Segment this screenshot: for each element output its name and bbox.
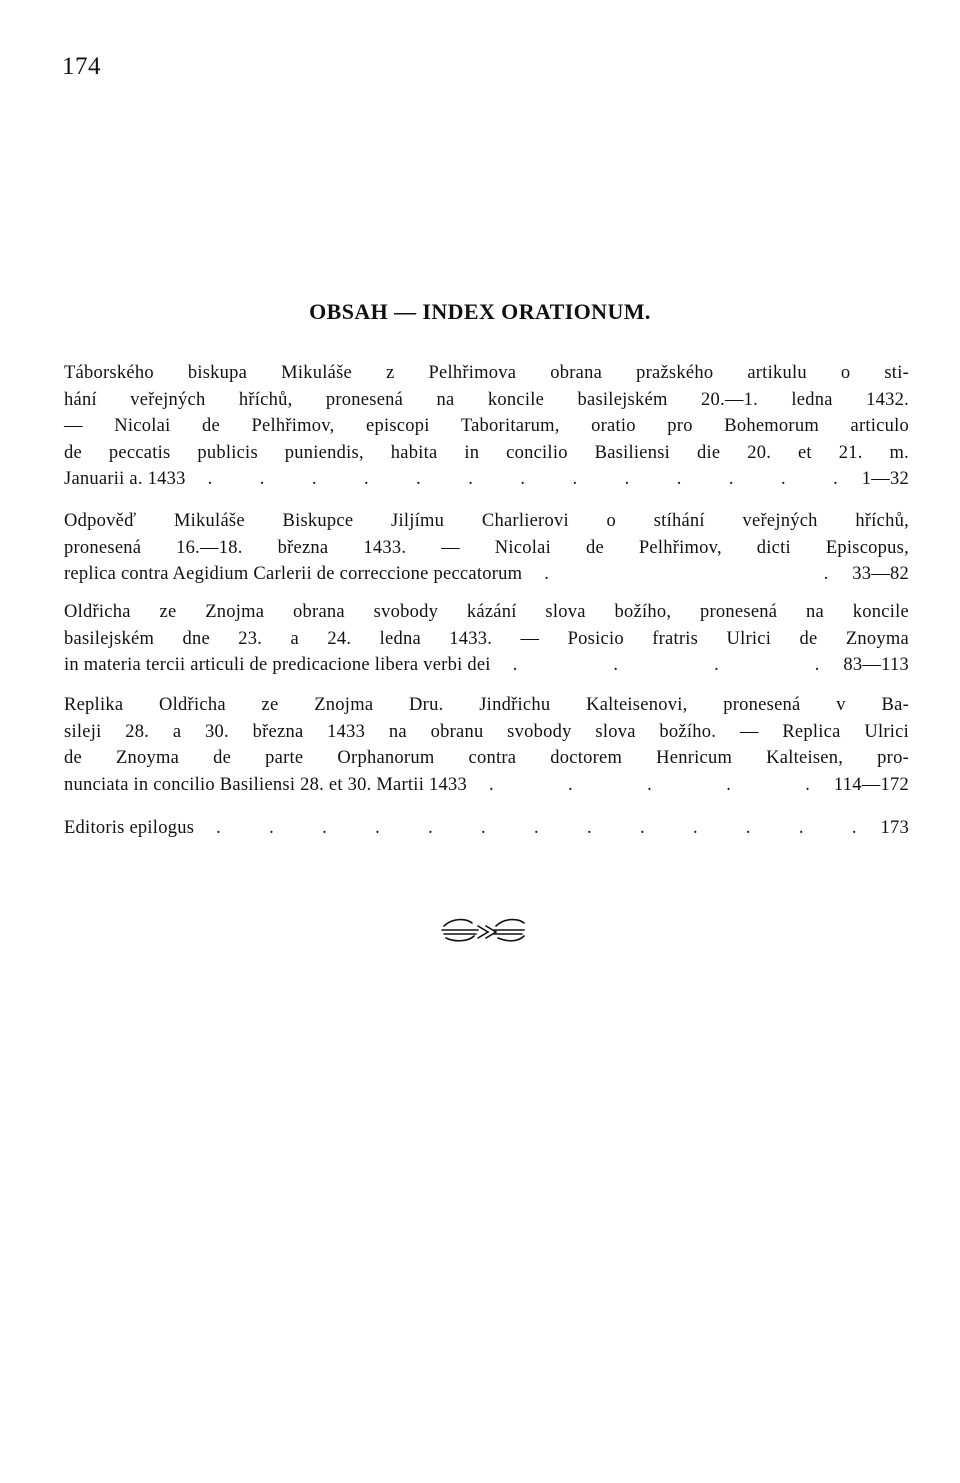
dot-leader: . . . . . . . . . . . . . xyxy=(216,818,871,838)
entry-last-line xyxy=(64,652,909,679)
toc-entry-1[interactable] xyxy=(64,360,909,493)
entry-last-line xyxy=(64,815,909,842)
entry-text-line: Januarii a. 1433 xyxy=(64,469,186,489)
typographic-ornament-icon xyxy=(438,914,528,944)
entry-last-line xyxy=(64,466,909,493)
toc-entry-5[interactable] xyxy=(64,815,909,842)
dot-leader: . . . . xyxy=(512,655,834,675)
entry-text-line: nunciata in concilio Basiliensi 28. et 30. Martii 1433 xyxy=(64,774,467,795)
page-range[interactable]: 1—32 xyxy=(861,469,909,489)
toc-entry-4[interactable] xyxy=(64,692,909,798)
page-range[interactable]: 33—82 xyxy=(852,564,909,584)
entry-text-line: basilejském dne 23. a 24. ledna 1433. — Posicio fratris Ulrici de Znoyma xyxy=(64,628,909,649)
dot-leader: . . xyxy=(544,564,843,584)
entry-last-line xyxy=(64,561,909,588)
toc-entry-2[interactable] xyxy=(64,508,909,588)
page-range[interactable]: 114—172 xyxy=(833,774,909,795)
toc-entry-3[interactable] xyxy=(64,599,909,679)
entry-text-line: replica contra Aegidium Carlerii de correccione peccatorum xyxy=(64,564,523,584)
entry-text-line: Odpověď Mikuláše Biskupce Jiljímu Charlierovi o stíhání veřejných hříchů, xyxy=(64,511,909,531)
entry-text-line: Oldřicha ze Znojma obrana svobody kázání slova božího, pronesená na koncile xyxy=(64,602,909,622)
entry-text-line: Editoris epilogus xyxy=(64,818,195,838)
dot-leader: . . . . . xyxy=(488,774,824,795)
entry-text-line: Táborského biskupa Mikuláše z Pelhřimova obrana pražského artikulu o sti- xyxy=(64,363,909,383)
entry-text-line: de Znoyma de parte Orphanorum contra doctorem Henricum Kalteisen, pro- xyxy=(64,748,909,768)
dot-leader: . . . . . . . . . . . . . xyxy=(207,469,852,489)
entry-last-line xyxy=(64,772,909,799)
page-range[interactable]: 83—113 xyxy=(843,655,909,675)
entry-text-line: sileji 28. a 30. března 1433 na obranu svobody slova božího. — Replica Ulrici xyxy=(64,721,909,742)
page-range[interactable]: 173 xyxy=(880,818,909,838)
entry-text-line: hání veřejných hříchů, pronesená na koncile basilejském 20.—1. ledna 1432. xyxy=(64,389,909,410)
entry-text-line: in materia tercii articuli de predicacione libera verbi dei xyxy=(64,655,491,675)
entry-text-line: Replika Oldřicha ze Znojma Dru. Jindřichu Kalteisenovi, pronesená v Ba- xyxy=(64,695,909,715)
page-title: OBSAH — INDEX ORATIONUM. xyxy=(309,299,651,324)
entry-text-line: de peccatis publicis puniendis, habita in concilio Basiliensi die 20. et 21. m. xyxy=(64,442,909,463)
entry-text-line: pronesená 16.—18. března 1433. — Nicolai de Pelhřimov, dicti Episcopus, xyxy=(64,537,909,558)
page-number: 174 xyxy=(62,53,101,80)
entry-text-line: — Nicolai de Pelhřimov, episcopi Taboritarum, oratio pro Bohemorum articulo xyxy=(64,416,909,436)
